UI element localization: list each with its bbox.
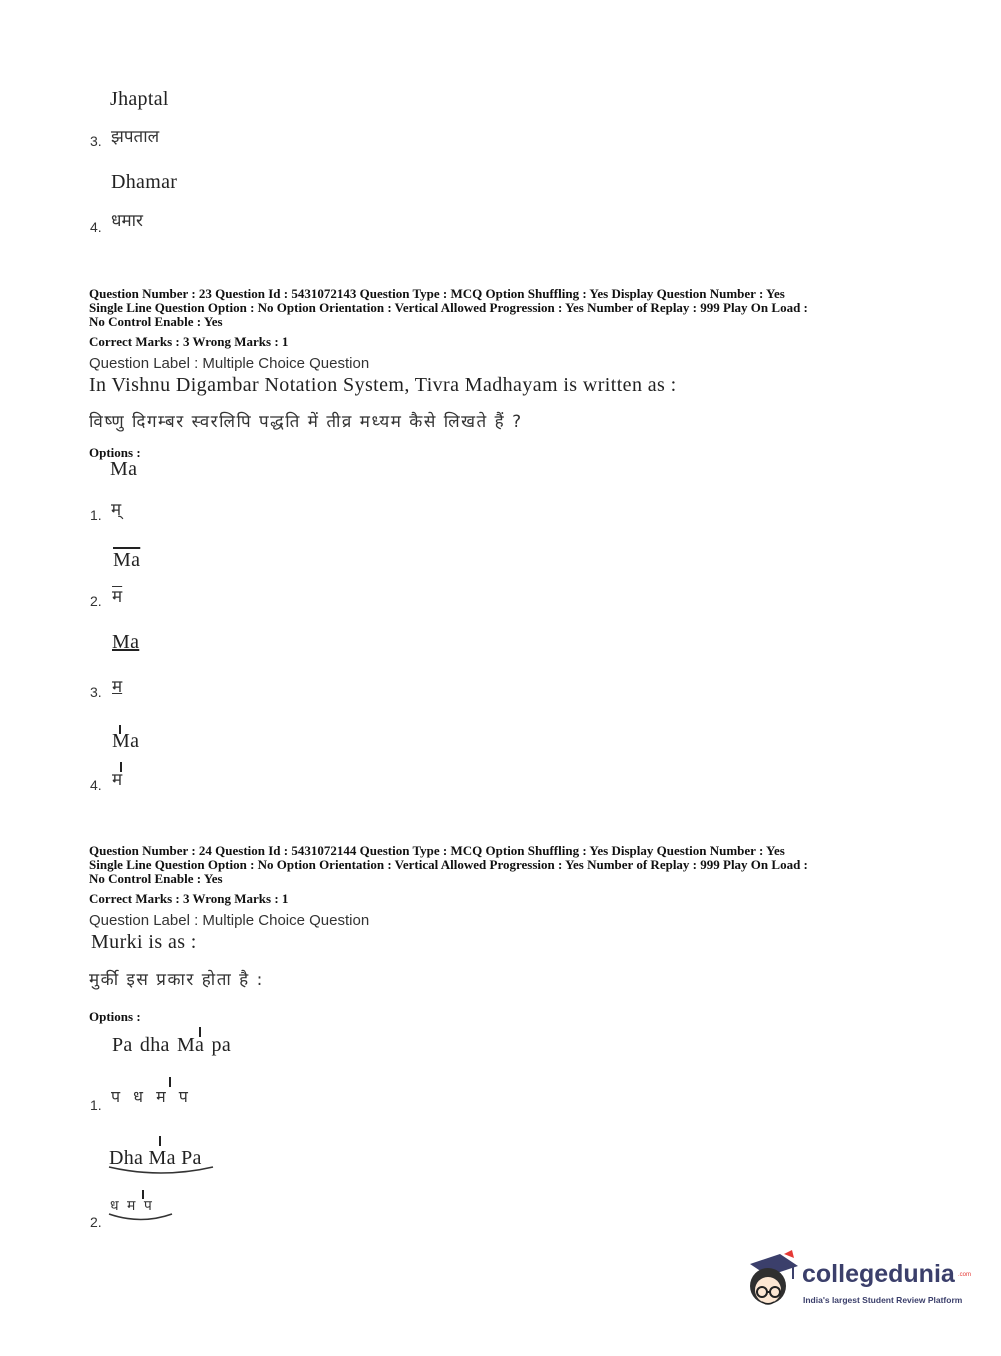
q24-option-2-number: 2.	[90, 1214, 102, 1230]
q23-option-3-roman: Ma	[112, 631, 140, 653]
q23-option-1-roman: Ma	[110, 458, 138, 480]
q23-option-3-devanagari: म	[112, 677, 123, 697]
collegedunia-logo[interactable]	[740, 1250, 970, 1312]
q24-meta-line2: Single Line Question Option : No Option Orientation : Vertical Allowed Progression : Yes Number of Replay : 999 Play On Load :	[89, 857, 808, 872]
logo-wordmark: collegedunia	[802, 1260, 955, 1288]
q24-option-2-roman: Dha Ma Pa	[109, 1147, 202, 1169]
option-4-roman: Dhamar	[111, 171, 178, 193]
q24-meta-line1: Question Number : 24 Question Id : 5431072144 Question Type : MCQ Option Shuffling : Yes Display Question Number : Yes	[89, 843, 785, 858]
q23-question-text-hindi: विष्णु दिगम्बर स्वरलिपि पद्धति में तीव्र मध्यम कैसे लिखते हैं ?	[89, 412, 523, 432]
q24-marks: Correct Marks : 3 Wrong Marks : 1	[89, 891, 289, 906]
q24-meta-line3: No Control Enable : Yes	[89, 871, 223, 886]
mascot-icon	[740, 1250, 800, 1312]
q23-option-2-devanagari: म	[112, 587, 123, 607]
q24-question-label: Question Label : Multiple Choice Question	[89, 912, 370, 929]
q23-option-2-number: 2.	[90, 593, 102, 609]
q23-meta-line3: No Control Enable : Yes	[89, 314, 223, 329]
q24-option-1-number: 1.	[90, 1097, 102, 1113]
q23-option-4-devanagari: म	[112, 770, 123, 790]
q24-option-1-devanagari: प ध म प	[111, 1087, 188, 1106]
slur-arc	[106, 1212, 176, 1224]
q23-option-4-number: 4.	[90, 777, 102, 793]
logo-dotcom: .com	[958, 1272, 972, 1278]
q23-options-label: Options :	[89, 445, 141, 460]
tivra-tick-mark	[159, 1136, 161, 1146]
option-3-devanagari: झपताल	[111, 127, 160, 147]
option-3-roman: Jhaptal	[110, 88, 169, 110]
q24-question-text-english: Murki is as :	[91, 931, 197, 953]
q24-options-label: Options :	[89, 1009, 141, 1024]
logo-tagline: India's largest Student Review Platform	[803, 1295, 963, 1305]
q23-option-4-roman: Ma	[112, 730, 140, 752]
q23-option-2-roman: $\overline{Ma}$	[113, 549, 141, 571]
q24-option-2-devanagari: ध म प	[110, 1198, 152, 1214]
q23-meta-line1: Question Number : 23 Question Id : 5431072143 Question Type : MCQ Option Shuffling : Yes Display Question Number : Yes	[89, 286, 785, 301]
q24-option-1-roman: Pa dha Ma pa	[112, 1034, 232, 1056]
q23-question-label: Question Label : Multiple Choice Question	[89, 355, 370, 372]
q23-option-3-number: 3.	[90, 684, 102, 700]
option-3-number: 3.	[90, 133, 102, 149]
q23-option-1-number: 1.	[90, 507, 102, 523]
q23-option-1-devanagari: म्	[111, 500, 122, 520]
slur-arc	[106, 1165, 216, 1177]
option-4-number: 4.	[90, 219, 102, 235]
q23-meta-line2: Single Line Question Option : No Option Orientation : Vertical Allowed Progression : Yes Number of Replay : 999 Play On Load :	[89, 300, 808, 315]
q24-question-text-hindi: मुर्की इस प्रकार होता है :	[89, 970, 264, 990]
option-4-devanagari: धमार	[111, 211, 143, 231]
q23-marks: Correct Marks : 3 Wrong Marks : 1	[89, 334, 289, 349]
q23-question-text-english: In Vishnu Digambar Notation System, Tivra Madhayam is written as :	[89, 374, 677, 396]
